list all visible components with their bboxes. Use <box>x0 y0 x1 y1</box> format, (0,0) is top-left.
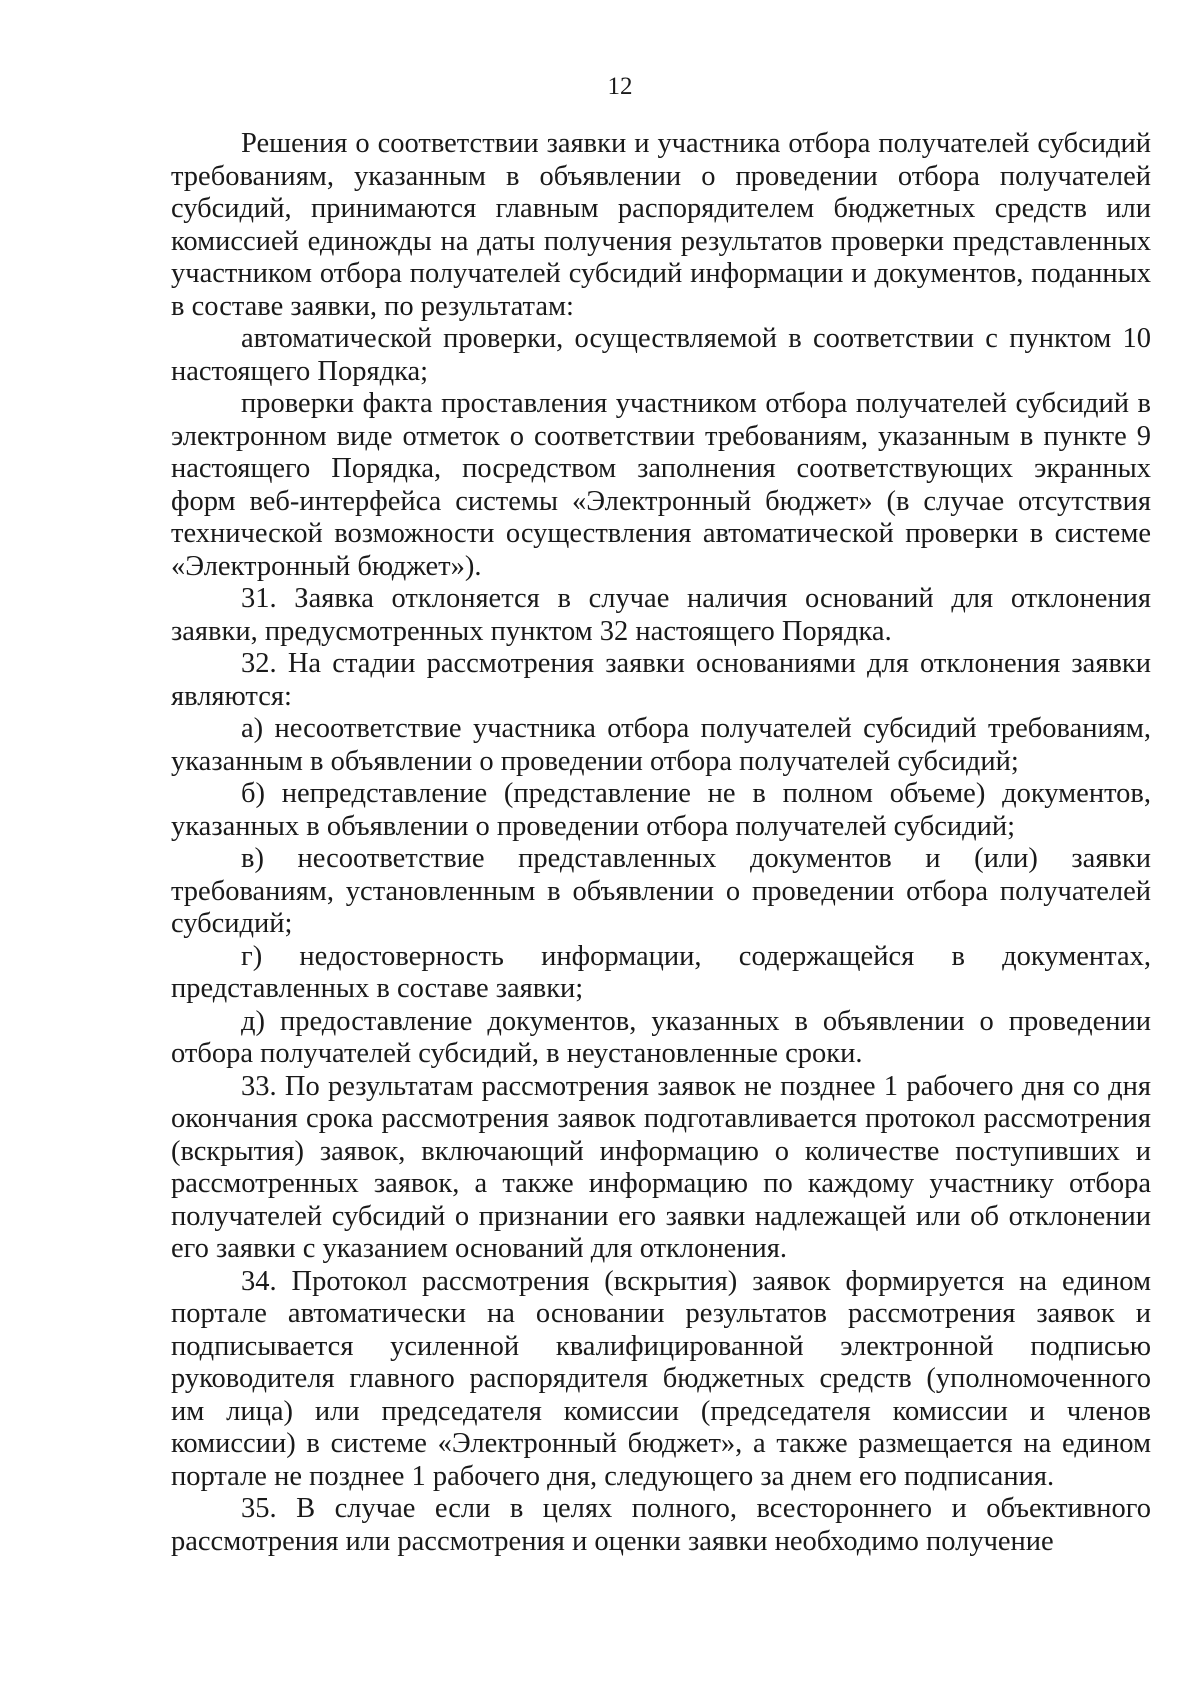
paragraph-clause-32-d: д) предоставление документов, указанных в объявлении о проведении отбора получателей субсидий, в неустановленные сроки. <box>171 1005 1151 1069</box>
paragraph-clause-33: 33. По результатам рассмотрения заявок не позднее 1 рабочего дня со дня окончания срока рассмотрения заявок подготавливается протокол рассмотрения (вскрытия) заявок, включающий информацию о количестве поступивших и рассмотренных заявок, а также информацию по каждому участнику отбора получателей субсидий о признании его заявки надлежащей или об отклонении его заявки с указанием оснований для отклонения. <box>171 1070 1151 1264</box>
paragraph-decisions-on-compliance: Решения о соответствии заявки и участника отбора получателей субсидий требованиям, указанным в объявлении о проведении отбора получателей субсидий, принимаются главным распорядителем бюджетных средств или комиссией единожды на даты получения результатов проверки представленных участником отбора получателей субсидий информации и документов, поданных в составе заявки, по результатам: <box>171 128 1151 322</box>
document-body <box>171 128 1151 1558</box>
paragraph-clause-32-v: в) несоответствие представленных документов и (или) заявки требованиям, установленным в объявлении о проведении отбора получателей субсидий; <box>171 843 1151 939</box>
paragraph-electronic-marks-check: проверки факта проставления участником отбора получателей субсидий в электронном виде отметок о соответствии требованиям, указанным в пункте 9 настоящего Порядка, посредством заполнения соответствующих экранных форм веб-интерфейса системы «Электронный бюджет» (в случае отсутствия технической возможности осуществления автоматической проверки в системе «Электронный бюджет»). <box>171 388 1151 582</box>
paragraph-automatic-check: автоматической проверки, осуществляемой в соответствии с пунктом 10 настоящего Порядка; <box>171 323 1151 387</box>
paragraph-clause-32-g: г) недостоверность информации, содержащейся в документах, представленных в составе заявки; <box>171 940 1151 1004</box>
paragraph-clause-32-a: а) несоответствие участника отбора получателей субсидий требованиям, указанным в объявлении о проведении отбора получателей субсидий; <box>171 713 1151 777</box>
paragraph-clause-34: 34. Протокол рассмотрения (вскрытия) заявок формируется на едином портале автоматически на основании результатов рассмотрения заявок и подписывается усиленной квалифицированной электронной подписью руководителя главного распорядителя бюджетных средств (уполномоченного им лица) или председателя комиссии (председателя комиссии и членов комиссии) в системе «Электронный бюджет», а также размещается на едином портале не позднее 1 рабочего дня, следующего за днем его подписания. <box>171 1265 1151 1492</box>
paragraph-clause-35: 35. В случае если в целях полного, всестороннего и объективного рассмотрения или рассмотрения и оценки заявки необходимо получение <box>171 1493 1151 1557</box>
paragraph-clause-32: 32. На стадии рассмотрения заявки основаниями для отклонения заявки являются: <box>171 648 1151 712</box>
paragraph-clause-31: 31. Заявка отклоняется в случае наличия оснований для отклонения заявки, предусмотренных пунктом 32 настоящего Порядка. <box>171 583 1151 647</box>
page-number: 12 <box>607 73 633 100</box>
paragraph-clause-32-b: б) непредставление (представление не в полном объеме) документов, указанных в объявлении о проведении отбора получателей субсидий; <box>171 778 1151 842</box>
